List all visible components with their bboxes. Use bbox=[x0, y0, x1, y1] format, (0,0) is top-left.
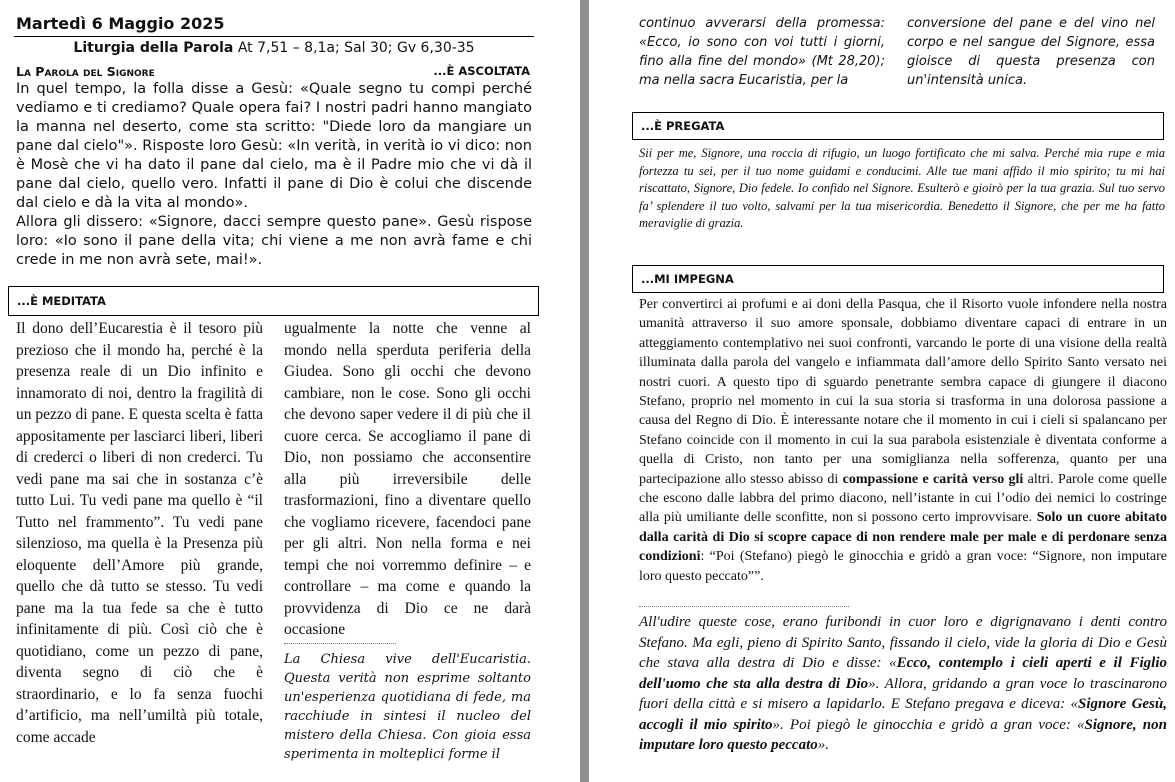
commitment-text bbox=[639, 295, 1167, 586]
commit-bold-run: compassione e carità verso gli bbox=[842, 471, 1024, 487]
meditation-column-1: Il dono dell’Eucarestia è il tesoro più prezioso che il mondo ha, perché è la presenza reale di un Dio infinito e innamorato di noi, dentro la fragilità di un pezzo di pane. E questa scelta è fatta appositamente per lasciarci liberi, liberi di crederci o liberi di non crederci. Tu vedi pane ma sai che in sostanza c’è tutto Lui. Tu vedi pane ma quello è “il Tutto nel frammento”. Tu vedi pane silenzioso, ma quella è la Presenza più eloquente dell’Amore più grande, quello che dà tutto se stesso. Tu vedi pane ma la tua fede sa che è tutto infinitamente di più. Così ciò che è quotidiano, come un pezzo di pane, diventa segno di ciò che è straordinario, e lo fa senza fuochi d’artificio, ma nell’umiltà più totale, come accade bbox=[16, 320, 263, 746]
page-divider bbox=[580, 0, 589, 782]
acts-text-run: ». bbox=[817, 737, 829, 753]
liturgy-heading bbox=[14, 40, 534, 56]
commit-header bbox=[632, 265, 1164, 293]
date-heading: Martedì 6 Maggio 2025 bbox=[16, 14, 225, 33]
meditation-column-2: ugualmente la notte che venne al mondo nella sperduta periferia della Giudea. Sono gli occhi che devono cambiare, non le cose. Sono gli occhi che devono saper vedere il di più che il cuore cerca. Se accogliamo il pane di Dio, non possiamo che acconsentire alla più irreversibile delle trasformazioni, fino a diventare quello che vogliamo ricevere, facendoci pane per gli altri. Non nella forma e nei tempi che noi vorremmo definire – e controllare – ma come e quando la provvidenza di Dio ce ne darà occasione bbox=[284, 320, 531, 638]
liturgy-title: Liturgia della Parola bbox=[73, 40, 234, 56]
liturgy-refs: At 7,51 – 8,1a; Sal 30; Gv 6,30-35 bbox=[237, 40, 475, 56]
commit-text-run: Per convertirci ai profumi e ai doni della Pasqua, che il Risorto vuole infondere nella nostra umanità attraverso il suo amore sponsale, dobbiamo diventare capaci di entrare in un atteggiamento contemplativo nei suoi confronti, varcando le porte di una visione della realtà illuminata dalla parola del vangelo e infiammata dall’amore dello Spirito Santo versato nei nostri cuori. A questo tipo di sguardo penetrante sembra capace di giungere il diacono Stefano, proprio nel momento in cui la sua storia si trasforma in una dolorosa passione a causa del Regno di Dio. È interessante notare che il momento in cui i cieli si spalancano per Stefano coincide con il momento in cui la sua parabola esistenziale è diventata conforme a quella di Cristo, non tanto per una somiglianza nella sofferenza, quanto per una partecipazione allo stesso abisso di bbox=[639, 297, 1167, 487]
word-label: La Parola del Signore bbox=[16, 64, 155, 79]
left-page bbox=[0, 0, 580, 782]
acts-bold-run: Ecco, contemplo i cieli aperti e il Figlio dell'uomo che sta alla destra di Dio bbox=[639, 655, 1168, 692]
commit-text-run: altri. Parole come quelle che escono dalle labbra del primo diacono, nell’istante in cui l’odio dei nemici lo costringe alla più umiliante delle sconfitte, non si possono certo improvvisare. bbox=[639, 471, 1168, 526]
quote-continuation-col-1: continuo avverarsi della promessa: «Ecco, io sono con voi tutti i giorni, fino alla fine del mondo» (Mt 28,20); ma nella sacra Eucaristia, per la bbox=[639, 16, 885, 88]
gospel-paragraph: In quel tempo, la folla disse a Gesù: «Quale segno tu compi perché vediamo e ti crediamo? Quale opera fai? I nostri padri hanno mangiato la manna nel deserto, come sta scritto: "Diede loro da mangiare un pane dal cielo"». Risposte loro Gesù: «In verità, in verità io vi dico: non è Mosè che vi ha dato il pane dal cielo, ma è il Padre mio che vi dà il pane dal cielo, quello vero. Infatti il pane di Dio è colui che discende dal cielo e dà la vita al mondo». bbox=[16, 81, 532, 211]
gospel-text bbox=[16, 80, 532, 270]
commit-bold-run: Solo un cuore abitato dalla carità di Dio si scopre capace di non rendere male per male e di perdonare senza condizioni bbox=[639, 510, 1167, 565]
acts-separator bbox=[639, 606, 849, 607]
listened-label: ...È ASCOLTATA bbox=[433, 64, 530, 78]
acts-text-run: All'udire queste cose, erano furibondi in cuor loro e digrignavano i denti contro Stefano. Ma egli, pieno di Spirito Santo, fissando il cielo, vide la gloria di Dio e Gesù che stava alla destra di Dio e disse: « bbox=[639, 614, 1167, 671]
commit-label: ...MI IMPEGNA bbox=[641, 272, 734, 286]
acts-text-run: ». Poi piegò le ginocchia e gridò a gran voce: « bbox=[772, 716, 1085, 733]
meditation-quote: La Chiesa vive dell'Eucaristia. Questa verità non esprime soltanto un'esperienza quotidiana di fede, ma racchiude in sintesi il nucleo del mistero della Chiesa. Con gioia essa sperimenta in molteplici forme il bbox=[284, 652, 531, 762]
acts-bold-run: Signore, non imputare loro questo peccato bbox=[639, 716, 1167, 753]
quote-continuation-col-2: conversione del pane e del vino nel corpo e nel sangue del Signore, essa gioisce di questa presenza con un'intensità unica. bbox=[907, 16, 1155, 88]
acts-bold-run: Signore Gesù, accogli il mio spirito bbox=[639, 696, 1167, 733]
prayed-label: ...È PREGATA bbox=[641, 119, 725, 133]
right-page bbox=[589, 0, 1175, 782]
acts-reading bbox=[639, 612, 1167, 756]
header-rule bbox=[14, 36, 534, 37]
prayer-text: Sii per me, Signore, una roccia di rifugio, un luogo fortificato che mi salva. Perché mia rupe e mia fortezza tu sei, per il tuo nome guidami e conducimi. Alle tue mani affido il mio spirito; tu mi hai riscattato, Signore, Dio fedele. Io confido nel Signore. Esulterò e gioirò per la tua grazia. Sul tuo servo fa’ splendere il tuo volto, salvami per la tua misericordia. Benedetto il Signore, che per me ha fatto meraviglie di grazia. bbox=[639, 146, 1165, 230]
meditated-label: ...È MEDITATA bbox=[17, 294, 106, 308]
gospel-label-row bbox=[16, 64, 530, 79]
meditated-header bbox=[8, 286, 539, 316]
quote-separator bbox=[284, 643, 396, 644]
commit-text-run: : “Poi (Stefano) piegò le ginocchia e gridò a gran voce: “Signore, non imputare loro questo peccato””. bbox=[639, 549, 1167, 584]
acts-text-run: ». Allora, gridando a gran voce lo trascinarono fuori della città e si misero a lapidarlo. E Stefano pregava e diceva: « bbox=[639, 675, 1167, 712]
gospel-paragraph: Allora gli dissero: «Signore, dacci sempre questo pane». Gesù rispose loro: «Io sono il pane della vita; chi viene a me non avrà fame e chi crede in me non avrà sete, mai!». bbox=[16, 214, 532, 268]
prayed-header bbox=[632, 112, 1164, 140]
